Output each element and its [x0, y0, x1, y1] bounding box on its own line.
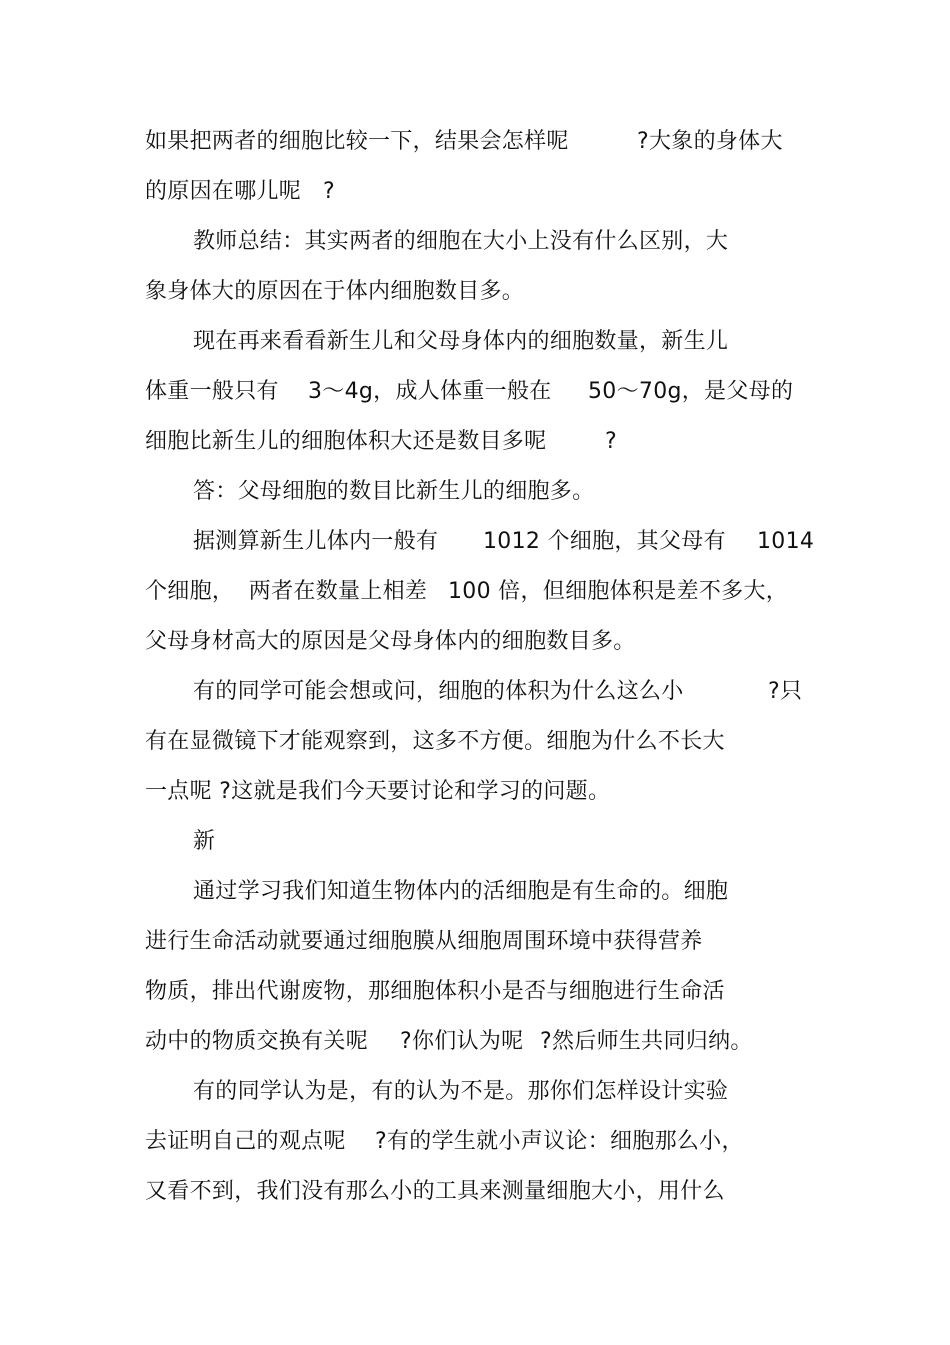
text-segment: 100 倍，但细胞体积是差不多大，: [448, 579, 789, 604]
text-segment: 如果把两者的细胞比较一下，结果会怎样呢: [145, 129, 569, 154]
text-segment: 1014: [757, 529, 815, 554]
text-segment: ?然后师生共同归纳。: [540, 1029, 753, 1054]
text-segment: 据测算新生儿体内一般有: [193, 529, 439, 554]
text-segment: 1012 个细胞，其父母有: [483, 529, 726, 554]
text-segment: 父母身材高大的原因是父母身体内的细胞数目多。: [145, 629, 636, 654]
text-line: [145, 777, 611, 867]
text-segment: ?: [605, 429, 617, 454]
text-segment: 一点呢 ?这就是我们今天要讨论和学习的问题。: [145, 779, 611, 804]
text-segment: 去证明自己的观点呢: [145, 1129, 346, 1154]
text-segment: ?大象的身体大: [637, 129, 783, 154]
text-segment: 答：父母细胞的数目比新生儿的细胞多。: [193, 479, 595, 504]
text-segment: ?你们认为呢: [400, 1029, 524, 1054]
text-segment: 3～4g，成人体重一般在: [308, 379, 552, 404]
text-segment: 通过学习我们知道生物体内的活细胞是有生命的。细胞: [193, 879, 729, 904]
text-segment: 有的同学可能会想或问，细胞的体积为什么这么小: [193, 679, 684, 704]
text-segment: 动中的物质交换有关呢: [145, 1029, 369, 1054]
text-segment: ?: [323, 179, 335, 204]
text-segment: 新: [193, 829, 216, 854]
text-segment: 有的同学认为是，有的认为不是。那你们怎样设计实验: [193, 1079, 729, 1104]
text-segment: 的原因在哪儿呢: [145, 179, 302, 204]
text-segment: 教师总结：其实两者的细胞在大小上没有什么区别，大: [193, 229, 729, 254]
text-segment: 50～70g，是父母的: [588, 379, 794, 404]
text-segment: 现在再来看看新生儿和父母身体内的细胞数量，新生儿: [193, 329, 729, 354]
text-segment: 个细胞， 两者在数量上相差: [145, 579, 428, 604]
text-line: [145, 1177, 725, 1267]
text-segment: 细胞比新生儿的细胞体积大还是数目多呢: [145, 429, 547, 454]
text-segment: 又看不到，我们没有那么小的工具来测量细胞大小，用什么: [145, 1179, 725, 1204]
text-segment: 进行生命活动就要通过细胞膜从细胞周围环境中获得营养: [145, 929, 703, 954]
text-segment: 体重一般只有: [145, 379, 279, 404]
text-segment: ?只: [768, 679, 803, 704]
text-segment: 象身体大的原因在于体内细胞数目多。: [145, 279, 525, 304]
text-segment: 有在显微镜下才能观察到，这多不方便。细胞为什么不长大: [145, 729, 725, 754]
text-segment: ?有的学生就小声议论：细胞那么小，: [375, 1129, 744, 1154]
text-segment: 物质，排出代谢废物，那细胞体积小是否与细胞进行生命活: [145, 979, 725, 1004]
